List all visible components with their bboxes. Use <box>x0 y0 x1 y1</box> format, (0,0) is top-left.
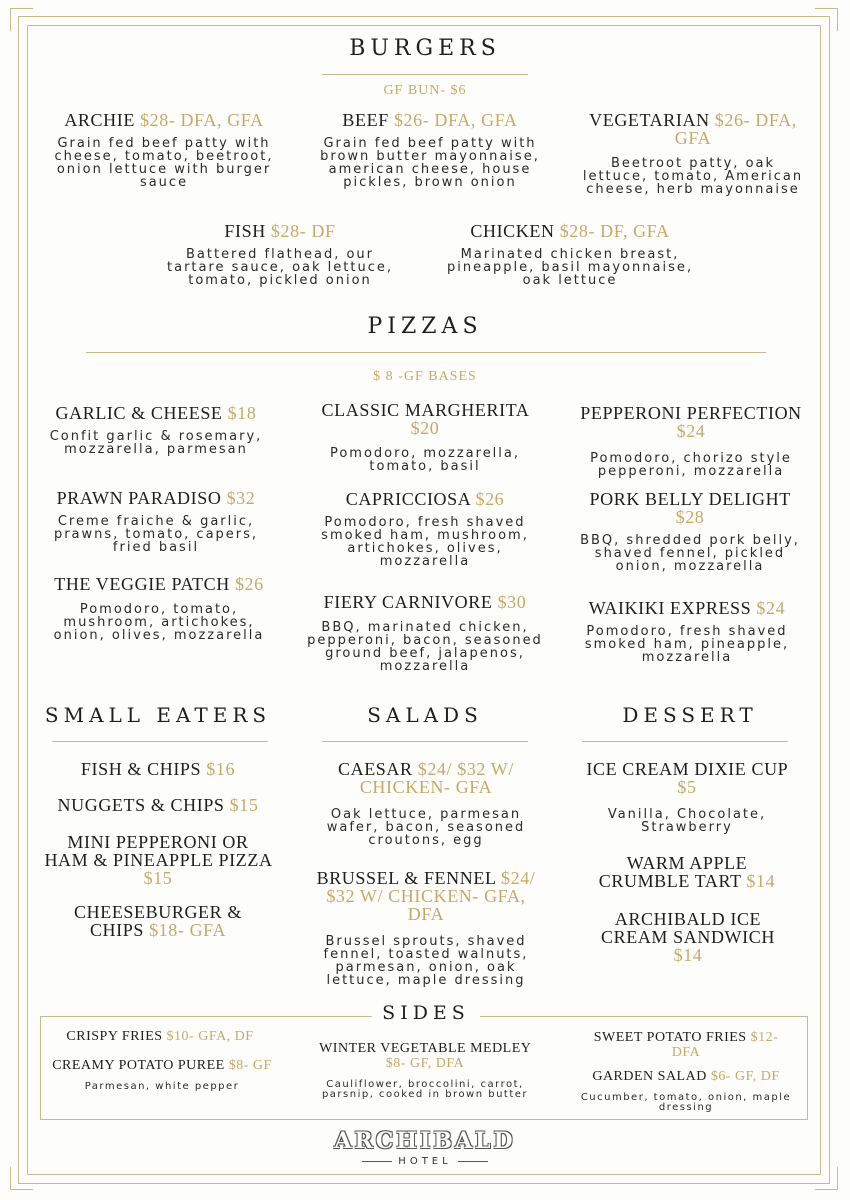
corner-ornament <box>10 8 33 31</box>
item-desc: Confit garlic & rosemary, mozzarella, parmesan <box>49 429 263 457</box>
item-price: $15 <box>143 868 173 888</box>
item-name: VEGETARIAN <box>589 110 710 130</box>
item-name: FIERY CARNIVORE <box>323 592 493 612</box>
item-price: $26- DFA, GFA <box>393 110 518 130</box>
menu-item <box>440 222 700 287</box>
item-price: $5 <box>677 777 697 797</box>
sides-title: SIDES <box>382 1002 470 1024</box>
item-desc: Oak lettuce, parmesan wafer, bacon, seasoned croutons, egg <box>326 807 526 848</box>
item-name: MINI PEPPERONI OR HAM & PINEAPPLE PIZZA <box>44 832 272 870</box>
item-price: $18 <box>227 403 257 423</box>
pizzas-title: PIZZAS <box>367 314 483 339</box>
item-name: FISH & CHIPS <box>80 759 202 779</box>
burgers-rule <box>322 74 528 75</box>
item-name: ARCHIE <box>64 110 135 130</box>
side-item <box>580 1030 792 1060</box>
menu-item <box>52 903 264 939</box>
item-name: NUGGETS & CHIPS <box>57 795 225 815</box>
item-price: $24/ $32 W/ CHICKEN- GFA, DFA <box>326 868 536 924</box>
item-name: CRISPY FRIES <box>66 1029 163 1044</box>
item-price: $24 <box>676 421 706 441</box>
item-name: CREAMY POTATO PUREE <box>52 1058 225 1073</box>
menu-item <box>300 593 550 673</box>
item-name: SWEET POTATO FRIES <box>593 1030 747 1045</box>
side-item <box>566 1069 806 1113</box>
item-desc: Cucumber, tomato, onion, maple dressing <box>580 1092 792 1113</box>
small-eaters-rule <box>52 741 268 742</box>
item-price: $14 <box>673 945 703 965</box>
item-name: WINTER VEGETABLE MEDLEY <box>319 1041 531 1056</box>
item-name: BRUSSEL & FENNEL <box>316 868 496 888</box>
item-desc: Pomodoro, chorizo style pepperoni, mozzarella <box>590 451 792 479</box>
menu-item <box>574 490 806 573</box>
corner-ornament <box>815 1167 838 1190</box>
corner-ornament <box>10 1167 33 1190</box>
menu-item <box>580 854 794 890</box>
item-price: $15 <box>229 795 259 815</box>
menu-item <box>44 575 274 642</box>
item-price: $12- DFA <box>671 1030 779 1060</box>
item-name: FISH <box>224 221 266 241</box>
burgers-note: GF BUN- $6 <box>383 83 467 98</box>
item-desc: Pomodoro, fresh shaved smoked ham, pineapple, mozzarella <box>584 624 790 665</box>
logo-word: ARCHIBALD <box>334 1128 516 1154</box>
salads-rule <box>322 741 528 742</box>
side-item <box>318 1041 532 1100</box>
item-name: CAESAR <box>337 759 413 779</box>
item-price: $18- GFA <box>149 920 227 940</box>
item-name: THE VEGGIE PATCH <box>54 574 230 594</box>
menu-item <box>44 833 272 887</box>
item-desc: Pomodoro, tomato, mushroom, artichokes, onion, olives, mozzarella <box>53 602 265 643</box>
item-name: PORK BELLY DELIGHT <box>589 489 791 509</box>
menu-item <box>305 401 545 473</box>
item-price: $16 <box>206 759 236 779</box>
item-name: ICE CREAM DIXIE CUP <box>586 759 788 779</box>
pizzas-rule <box>86 352 766 353</box>
item-desc: Pomodoro, mozzarella, tomato, basil <box>329 446 521 474</box>
item-desc: Parmesan, white pepper <box>84 1081 240 1092</box>
item-name: BEEF <box>342 110 389 130</box>
item-price: $6- GF, DF <box>710 1069 780 1084</box>
menu-item <box>36 489 276 554</box>
item-name: WARM APPLE CRUMBLE TART <box>598 853 748 891</box>
item-price: $28- DFA, GFA <box>140 110 264 130</box>
item-desc: BBQ, shredded pork belly, shaved fennel, pickled onion, mozzarella <box>580 533 800 574</box>
item-name: ARCHIBALD ICE CREAM SANDWICH <box>601 909 775 947</box>
menu-item <box>44 111 284 189</box>
item-name: CHEESEBURGER & CHIPS <box>74 902 242 940</box>
item-desc: Vanilla, Chocolate, Strawberry <box>607 807 767 835</box>
item-desc: Beetroot patty, oak lettuce, tomato, American cheese, herb mayonnaise <box>582 156 804 197</box>
menu-item <box>34 796 282 814</box>
item-price: $32 <box>226 488 256 508</box>
menu-item <box>160 222 400 287</box>
menu-item <box>310 111 550 189</box>
burgers-title: BURGERS <box>349 36 501 61</box>
logo-line <box>362 1161 392 1162</box>
item-price: $26 <box>475 489 505 509</box>
item-desc: Marinated chicken breast, pineapple, basil mayonnaise, oak lettuce <box>446 247 694 288</box>
logo-sub: HOTEL <box>398 1156 452 1167</box>
archibald-hotel-logo <box>330 1128 520 1178</box>
item-desc: Battered flathead, our tartare sauce, oak lettuce, tomato, pickled onion <box>167 247 393 288</box>
item-name: CLASSIC MARGHERITA <box>321 400 529 420</box>
item-name: GARDEN SALAD <box>592 1069 707 1084</box>
item-price: $26- DFA, GFA <box>674 110 797 148</box>
item-price: $28- DF <box>270 221 336 241</box>
item-desc: Cauliflower, broccolini, carrot, parsnip, cooked in brown butter <box>321 1079 529 1100</box>
item-desc: Pomodoro, fresh shaved smoked ham, mushroom, artichokes, olives, mozzarella <box>321 515 529 569</box>
salads-title: SALADS <box>367 703 483 727</box>
item-price: $20 <box>410 418 440 438</box>
dessert-title: DESSERT <box>622 703 758 727</box>
menu-item <box>38 760 278 778</box>
corner-ornament <box>815 8 838 31</box>
menu-item <box>316 760 536 847</box>
item-name: PRAWN PARADISO <box>56 488 222 508</box>
menu-item <box>562 599 812 664</box>
item-desc: Grain fed beef patty with brown butter mayonnaise, american cheese, house pickles, brown onion <box>320 136 540 190</box>
pizzas-note: $ 8 -GF BASES <box>373 369 477 384</box>
item-price: $8- GF <box>228 1058 272 1073</box>
item-price: $8- GF, DFA <box>385 1056 465 1071</box>
item-price: $24/ $32 W/ CHICKEN- GFA <box>359 759 514 797</box>
item-desc: Creme fraiche & garlic, prawns, tomato, capers, fried basil <box>53 514 259 555</box>
item-name: PEPPERONI PERFECTION <box>580 403 802 423</box>
item-desc: Grain fed beef patty with cheese, tomato, beetroot, onion lettuce with burger sauce <box>54 136 274 190</box>
menu-item <box>578 111 808 196</box>
item-price: $28- DF, GFA <box>559 221 670 241</box>
menu-item <box>36 404 276 456</box>
item-price: $26 <box>234 574 264 594</box>
side-item <box>40 1029 280 1044</box>
item-price: $30 <box>497 592 527 612</box>
small-eaters-title: SMALL EATERS <box>44 703 272 727</box>
menu-item <box>584 760 790 834</box>
menu-item <box>303 490 547 568</box>
item-price: $14 <box>746 871 776 891</box>
item-price: $10- GFA, DF <box>166 1029 254 1044</box>
item-price: $28 <box>675 507 705 527</box>
side-item <box>40 1058 284 1092</box>
item-name: GARLIC & CHEESE <box>55 403 223 423</box>
dessert-rule <box>582 741 788 742</box>
menu-item <box>308 869 544 987</box>
item-desc: BBQ, marinated chicken, pepperoni, bacon, seasoned ground beef, jalapenos, mozzarella <box>307 620 543 674</box>
logo-line <box>458 1161 488 1162</box>
item-price: $24 <box>756 598 786 618</box>
item-desc: Brussel sprouts, shaved fennel, toasted walnuts, parmesan, onion, oak lettuce, maple dressing <box>323 934 529 988</box>
item-name: CHICKEN <box>470 221 555 241</box>
item-name: CAPRICCIOSA <box>345 489 471 509</box>
menu-item <box>590 910 786 964</box>
menu-item <box>568 404 814 478</box>
item-name: WAIKIKI EXPRESS <box>588 598 752 618</box>
